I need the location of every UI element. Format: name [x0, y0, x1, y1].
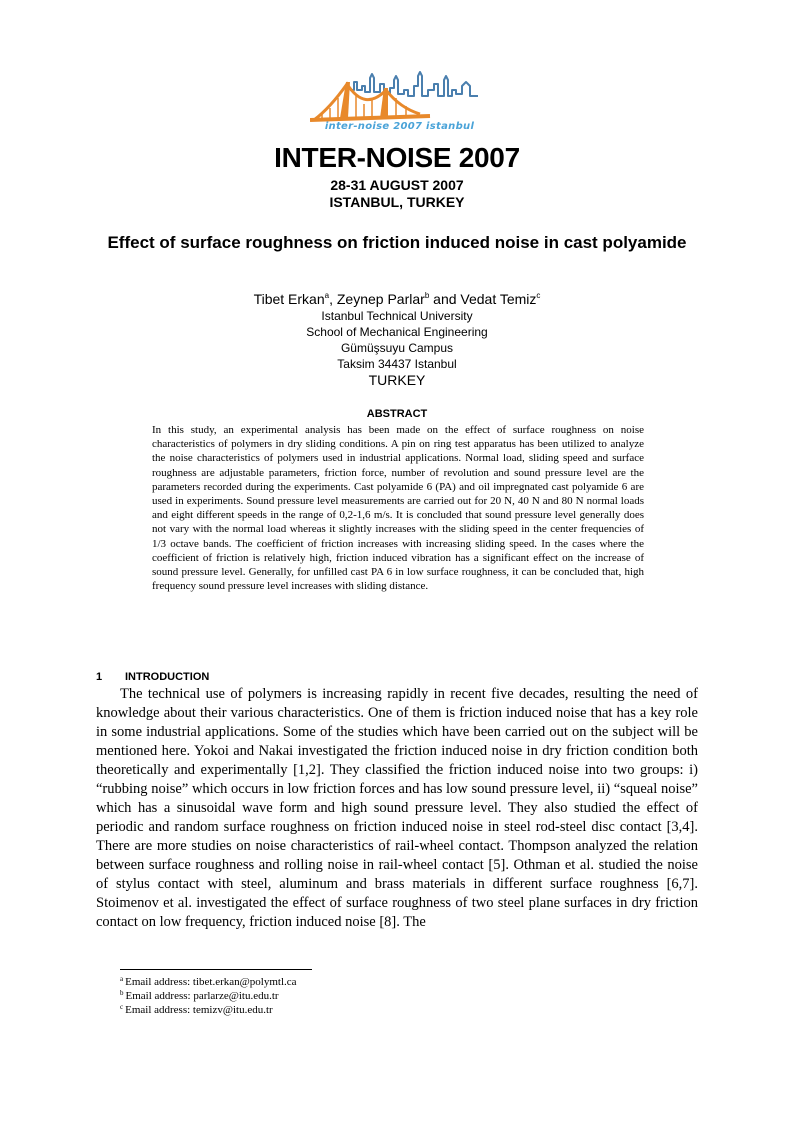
footnote: [120, 989, 680, 1003]
author-list: [0, 290, 794, 308]
footnote-mark: c: [120, 1003, 124, 1011]
author-name: Vedat Temiz: [460, 291, 537, 307]
author-separator: ,: [329, 291, 337, 307]
conference-location: ISTANBUL, TURKEY: [329, 194, 465, 210]
affiliation-country: TURKEY: [368, 372, 426, 388]
affiliation-line: Gümüşsuyu Campus: [340, 341, 454, 355]
section-title: INTRODUCTION: [125, 671, 210, 683]
abstract-heading: ABSTRACT: [366, 408, 428, 420]
author-affiliation-mark: c: [536, 291, 541, 300]
affiliation-line: Taksim 34437 Istanbul: [337, 357, 457, 371]
footnote-text: Email address: tibet.erkan@polymtl.ca: [125, 976, 297, 988]
abstract-text: In this study, an experimental analysis has been made on the effect of surface roughness on noise characteristics of polymers in dry sliding conditions. A pin on ring test apparatus has been utilized to analyze the noise characteristics of polymers used in industrial applications. Normal load, sliding speed and surface roughness are adjustable parameters, friction force, number of revolution and sound pressure level are the parameters recorded during the experiments. Cast polyamide 6 (PA) and oil impregnated cast polyamide 6 are used in experiments. Sound pressure level measurements are carried out for 20 N, 40 N and 80 N normal loads and eight different speeds in the range of 0,2-1,6 m/s. It is concluded that sound pressure level generally does not vary with the normal load whereas it slightly increases with the sliding speed in the center frequencies of 1/3 octave bands. The coefficient of friction increases with increasing sliding speed. In the cases where the coefficient of friction is relatively high, friction induced vibration has a significant effect on the increase of sound pressure level. Generally, for unfilled cast PA 6 in low surface roughness, it can be concluded that, high frequency sound pressure level increases with sliding distance.: [152, 424, 644, 593]
logo-caption: inter-noise 2007 istanbul: [324, 121, 475, 132]
footnote-divider: [120, 969, 312, 970]
footnote: [120, 1003, 680, 1017]
author-affiliation-mark: a: [324, 291, 330, 300]
footnote-text: Email address: parlarze@itu.edu.tr: [125, 990, 279, 1002]
introduction-paragraph: The technical use of polymers is increasing rapidly in recent five decades, resulting the need of knowledge about their various characteristics. One of them is friction induced noise that has a key role in some industrial applications. Some of the studies which have been carried out on the subject will be mentioned here. Yokoi and Nakai investigated the friction induced noise in dry friction condition both theoretically and experimentally [1,2]. They classified the friction induced noise into two groups: i) “rubbing noise” which occurs in low friction forces and has low sound pressure level, ii) “squeal noise” which has a sinusoidal wave form and high sound pressure level. They also studied the effect of periodic and random surface roughness on friction induced noise in steel rod-steel disc contact [3,4]. There are more studies on noise characteristics of rail-wheel contact. Thompson analyzed the relation between surface roughness and rolling noise in rail-wheel contact [5]. Othman et al. studied the noise of stylus contact with steel, aluminum and brass materials in different surface roughness [6,7]. Stoimenov et al. investigated the effect of surface roughness of two steel plane surfaces in dry friction contact on low frequency, friction induced noise [8]. The: [96, 686, 698, 930]
section-heading: [96, 670, 209, 684]
footnote-list: [120, 975, 680, 1017]
conference-dates: 28-31 AUGUST 2007: [330, 177, 464, 193]
conference-title: INTER-NOISE 2007: [274, 142, 520, 173]
section-number: 1: [96, 671, 103, 683]
author-name: Tibet Erkan: [253, 291, 325, 307]
affiliation-line: School of Mechanical Engineering: [306, 325, 488, 339]
author-name: Zeynep Parlar: [336, 291, 425, 307]
footnote-text: Email address: temizv@itu.edu.tr: [125, 1004, 273, 1016]
footnote-mark: b: [120, 989, 124, 997]
footnote: [120, 975, 680, 989]
paper-title: Effect of surface roughness on friction induced noise in cast polyamide: [107, 233, 687, 252]
author-separator: and: [429, 291, 461, 307]
author-affiliation-mark: b: [424, 291, 430, 300]
footnote-mark: a: [120, 975, 124, 983]
affiliation-line: Istanbul Technical University: [321, 309, 473, 323]
